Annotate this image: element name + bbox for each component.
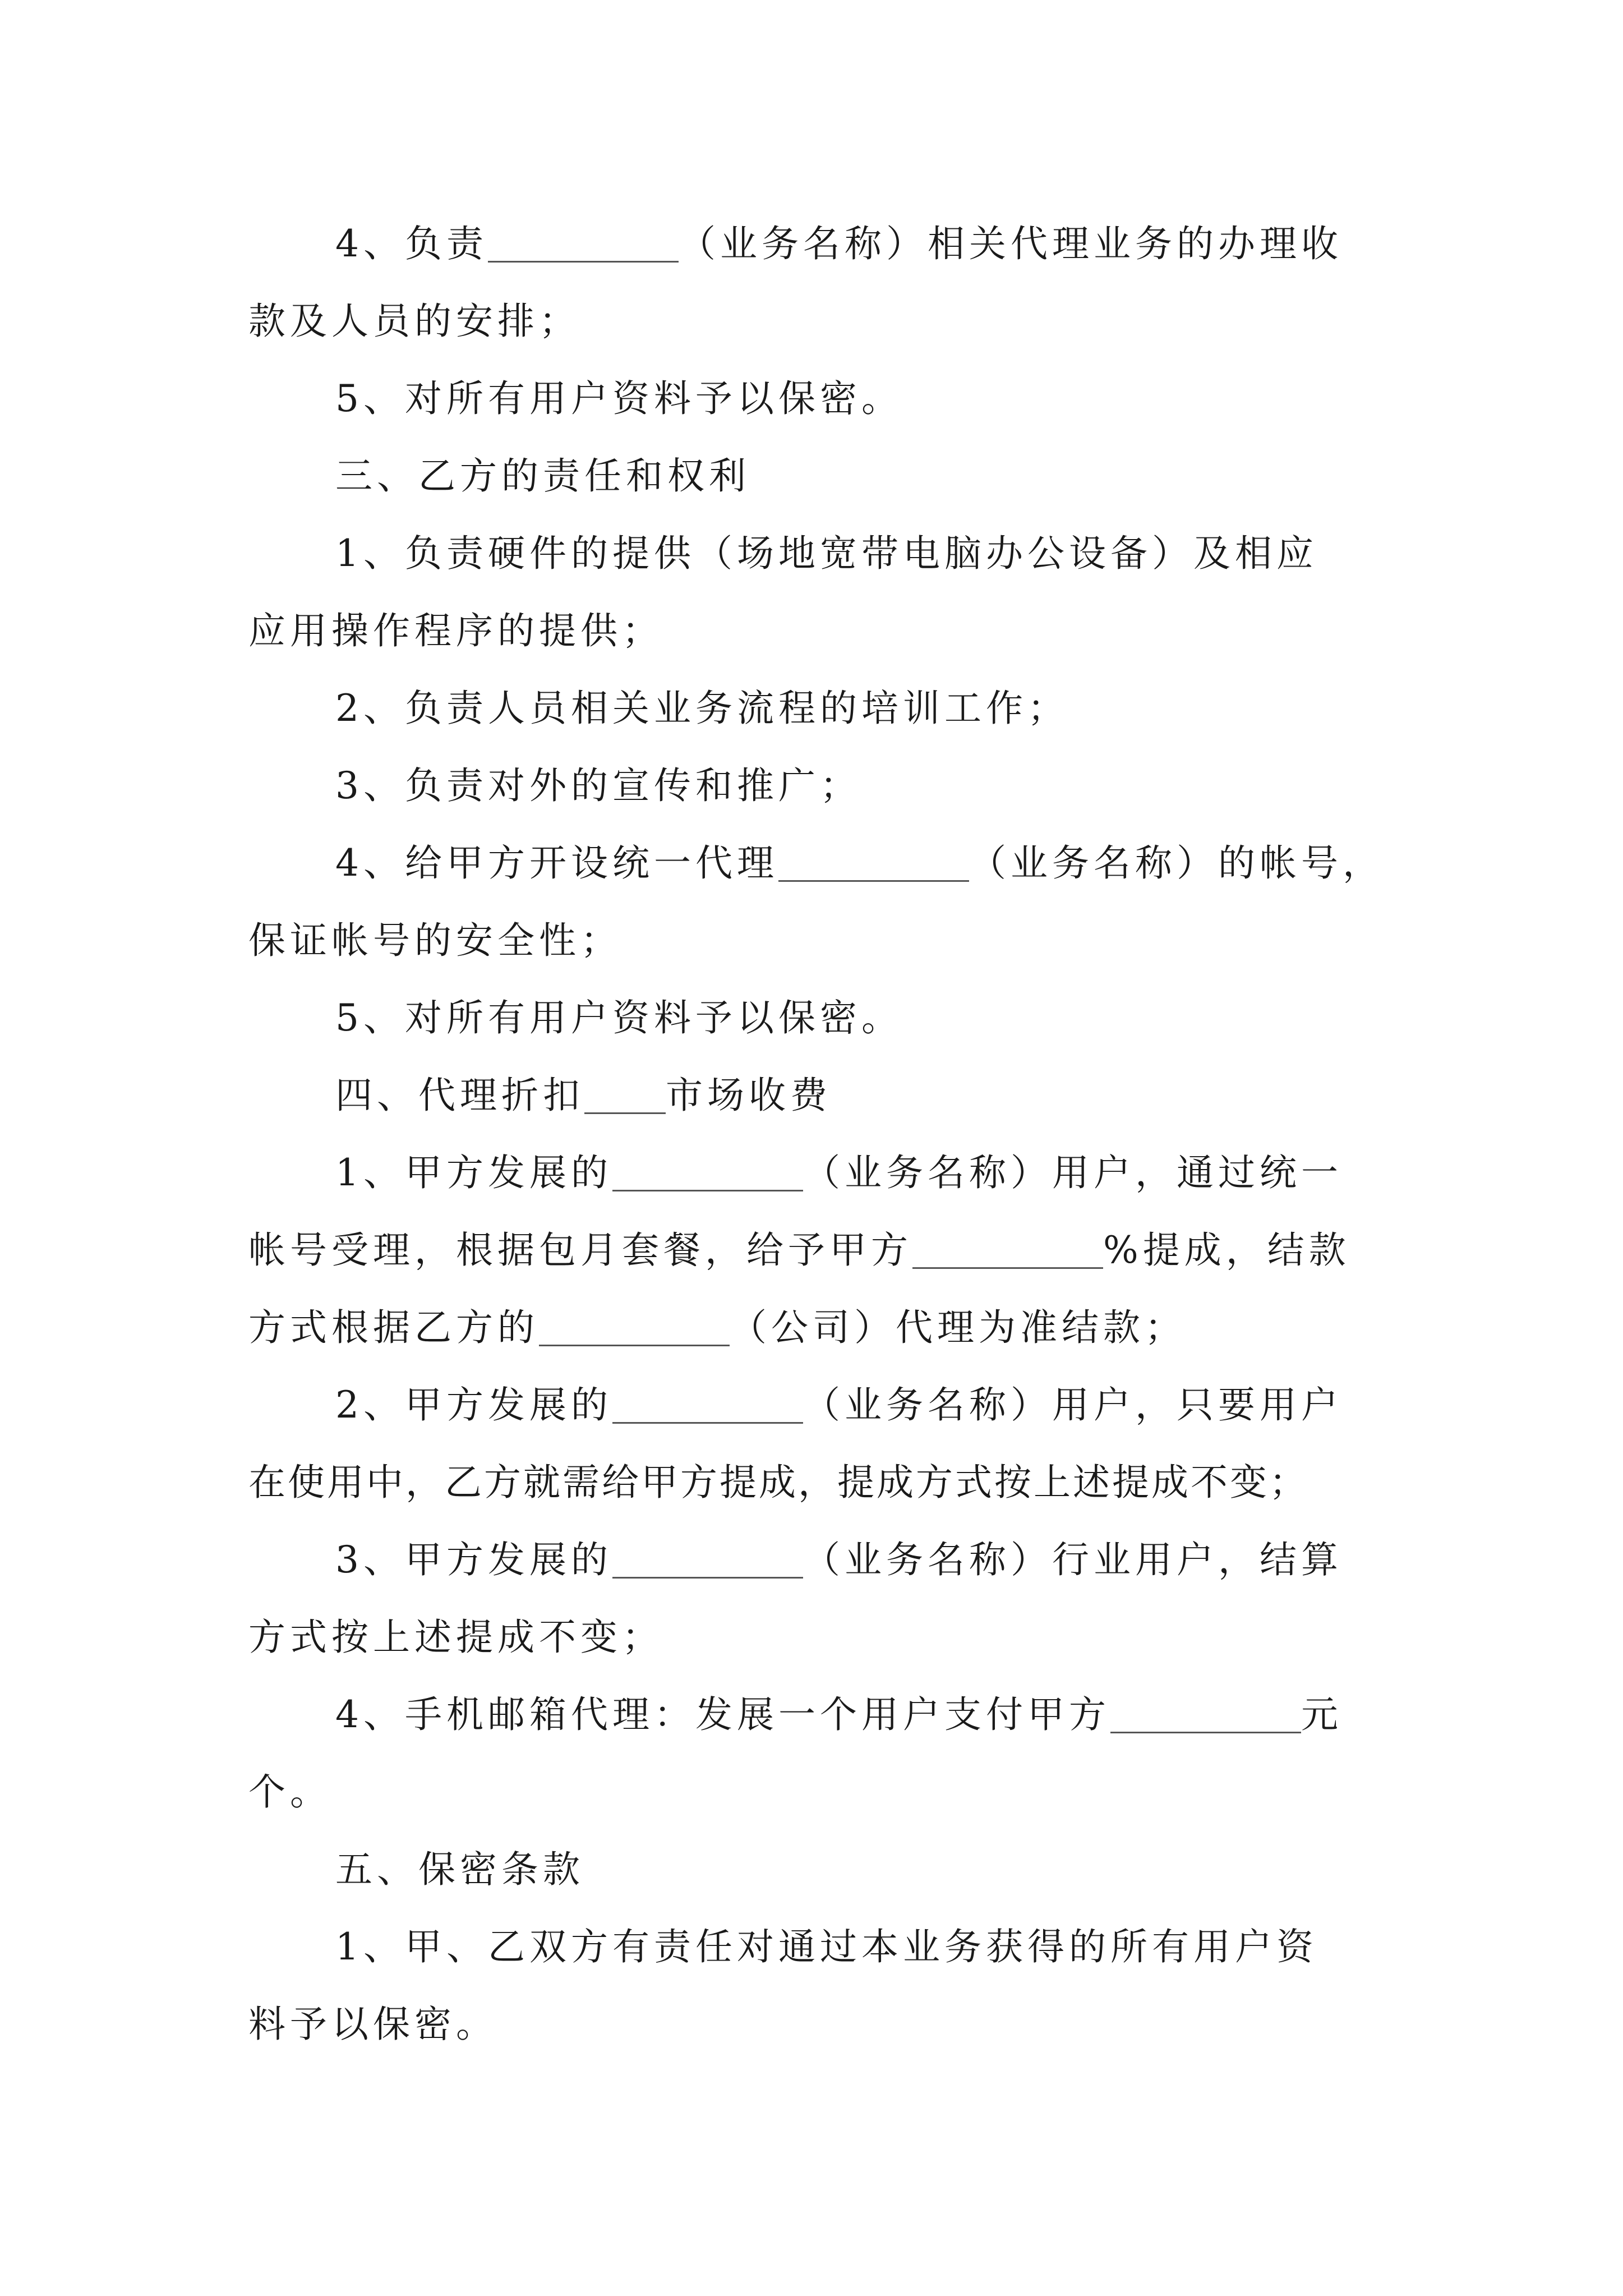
- paragraph-line: [0, 360, 1623, 438]
- paragraph-line: [0, 669, 1623, 748]
- paragraph-line: [0, 1443, 1623, 1522]
- text-segment: 5、对所有用户资料予以保密。: [335, 377, 903, 420]
- text-segment: 1、甲、乙双方有责任对通过本业务获得的所有用户资: [335, 1925, 1318, 1968]
- text-segment: 方式根据乙方的: [248, 1306, 539, 1349]
- section-heading: [0, 1830, 1623, 1909]
- text-segment: 帐号受理，根据包月套餐，给予甲方: [248, 1228, 912, 1272]
- fill-in-blank: [1110, 1676, 1301, 1733]
- text-segment: 3、负责对外的宣传和推广；: [335, 764, 861, 807]
- text-segment: 在使用中，乙方就需给甲方提成，提成方式按上述提成不变；: [248, 1461, 1308, 1504]
- paragraph-line: [0, 979, 1623, 1057]
- fill-in-blank: [584, 1056, 666, 1114]
- text-segment: 5、对所有用户资料予以保密。: [335, 996, 903, 1039]
- paragraph-line: [0, 824, 1623, 903]
- paragraph-line: [0, 1289, 1623, 1367]
- paragraph-line: [0, 1211, 1623, 1290]
- heading-text: 五、保密条款: [335, 1848, 584, 1891]
- text-segment: %提成，结款: [1103, 1228, 1350, 1272]
- text-segment: 元: [1301, 1693, 1343, 1736]
- paragraph-line: [0, 1676, 1623, 1754]
- text-segment: （公司）代理为准结款；: [730, 1306, 1186, 1349]
- text-segment: 款及人员的安排；: [248, 300, 580, 343]
- paragraph-line: [0, 282, 1623, 361]
- paragraph-line: [0, 1521, 1623, 1599]
- paragraph-line: [0, 747, 1623, 825]
- heading-text: 四、代理折扣: [335, 1074, 584, 1117]
- text-segment: 保证帐号的安全性；: [248, 919, 622, 962]
- text-segment: 4、手机邮箱代理：发展一个用户支付甲方: [335, 1693, 1110, 1736]
- section-heading: [0, 1056, 1623, 1135]
- paragraph-line: [0, 205, 1623, 283]
- text-segment: （业务名称）的帐号，: [969, 841, 1384, 885]
- paragraph-line: [0, 1908, 1623, 1986]
- fill-in-blank: [912, 1211, 1103, 1269]
- paragraph-line: [0, 1598, 1623, 1677]
- fill-in-blank: [778, 824, 969, 882]
- text-segment: （业务名称）用户，通过统一: [803, 1151, 1343, 1194]
- text-segment: 4、给甲方开设统一代理: [335, 841, 778, 885]
- fill-in-blank: [488, 205, 679, 263]
- paragraph-line: [0, 1753, 1623, 1832]
- paragraph-line: [0, 1366, 1623, 1444]
- paragraph-line: [0, 1985, 1623, 2064]
- fill-in-blank: [612, 1134, 803, 1191]
- text-segment: 2、甲方发展的: [335, 1383, 612, 1427]
- text-segment: （业务名称）行业用户，结算: [803, 1538, 1343, 1581]
- text-segment: 个。: [248, 1770, 331, 1814]
- text-segment: 1、负责硬件的提供（场地宽带电脑办公设备）及相应: [335, 532, 1318, 575]
- text-segment: 方式按上述提成不变；: [248, 1616, 663, 1659]
- fill-in-blank: [612, 1366, 803, 1424]
- text-segment: 3、甲方发展的: [335, 1538, 612, 1581]
- paragraph-line: [0, 592, 1623, 670]
- text-segment: 4、负责: [335, 222, 488, 265]
- heading-text: 市场收费: [666, 1074, 832, 1117]
- fill-in-blank: [612, 1521, 803, 1579]
- text-segment: 应用操作程序的提供；: [248, 609, 663, 652]
- paragraph-line: [0, 1134, 1623, 1212]
- paragraph-line: [0, 901, 1623, 980]
- text-segment: 料予以保密。: [248, 2003, 497, 2046]
- fill-in-blank: [539, 1289, 730, 1346]
- paragraph-line: [0, 514, 1623, 593]
- section-heading: [0, 437, 1623, 516]
- text-segment: 1、甲方发展的: [335, 1151, 612, 1194]
- text-segment: 2、负责人员相关业务流程的培训工作；: [335, 687, 1069, 730]
- heading-text: 三、乙方的责任和权利: [335, 454, 750, 498]
- text-segment: （业务名称）用户，只要用户: [803, 1383, 1343, 1427]
- text-segment: （业务名称）相关代理业务的办理收: [679, 222, 1343, 265]
